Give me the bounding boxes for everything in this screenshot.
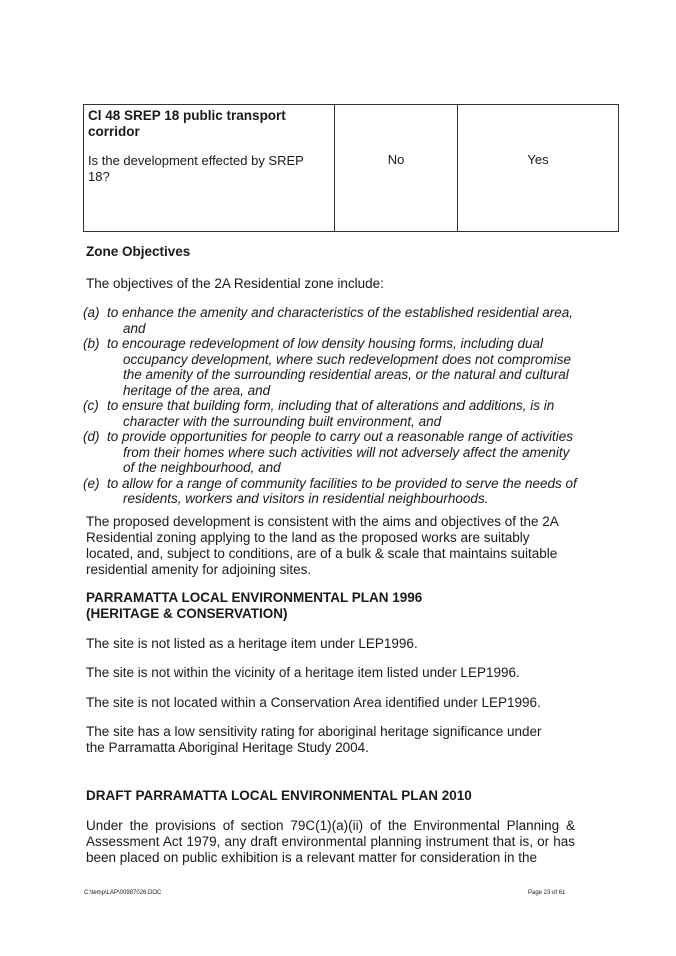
list-item <box>83 336 573 398</box>
srep-table <box>83 104 619 232</box>
item-rest: residents, workers and visitors in residential neighbourhoods. <box>123 491 489 506</box>
table-cell-no <box>335 105 458 232</box>
item-first-line: to ensure that building form, including that of alterations and additions, is in <box>107 398 555 413</box>
list-item <box>83 429 573 476</box>
lep1996-heading-line1: PARRAMATTA LOCAL ENVIRONMENTAL PLAN 1996 <box>86 590 423 605</box>
lep1996-p1: The site is not listed as a heritage item under LEP1996. <box>86 636 418 651</box>
item-label: (b) <box>83 336 100 351</box>
objectives-list <box>83 305 577 507</box>
table-question: Is the development effected by SREP 18? <box>88 153 304 184</box>
item-first-line: to enhance the amenity and characteristics of the established residential area, <box>107 305 574 320</box>
footer-page-number: Page 23 of 61 <box>528 890 566 896</box>
list-item <box>83 475 577 507</box>
answer-yes: Yes <box>527 152 549 167</box>
answer-no: No <box>387 152 405 167</box>
item-first-line: to provide opportunities for people to carry out a reasonable range of activities <box>107 429 574 444</box>
table-row <box>84 105 619 232</box>
footer-file-path: C:\temp\LAP\00987026.DOC <box>84 890 162 896</box>
item-rest: and <box>123 320 146 336</box>
item-first-line: to allow for a range of community facilities to be provided to serve the needs of <box>107 475 577 491</box>
table-cell-yes <box>458 105 619 232</box>
item-label: (c) <box>83 398 99 413</box>
list-item <box>83 398 573 429</box>
item-rest: from their homes where such activities will not adversely affect the amenity of the neighbourhood, and <box>123 444 570 475</box>
item-label: (e) <box>83 475 100 491</box>
lep1996-p3: The site is not located within a Conservation Area identified under LEP1996. <box>86 695 541 710</box>
zone-intro: The objectives of the 2A Residential zone include: <box>86 276 384 291</box>
lep1996-p2: The site is not within the vicinity of a heritage item listed under LEP1996. <box>86 665 520 680</box>
item-rest: occupancy development, where such redevelopment does not compromise the amenity of the surrounding residential areas, or the natural and cultural heritage of the area, and <box>123 351 571 398</box>
zone-objectives-heading: Zone Objectives <box>86 244 191 259</box>
lep1996-heading-line2: (HERITAGE & CONSERVATION) <box>86 606 288 621</box>
lep1996-p4: The site has a low sensitivity rating for aboriginal heritage significance under the Parramatta Aboriginal Heritage Study 2004. <box>86 724 542 755</box>
draft2010-p1: Under the provisions of section 79C(1)(a)(ii) of the Environmental Planning & Assessment Act 1979, any draft environmental planning instrument that is, or has been placed on public exhibition is a relevant matter for consideration in the <box>86 818 575 865</box>
item-label: (a) <box>83 305 100 320</box>
item-first-line: to encourage redevelopment of low density housing forms, including dual <box>107 336 544 351</box>
item-rest: character with the surrounding built environment, and <box>123 413 442 429</box>
table-cell-question <box>84 105 335 232</box>
draft2010-heading: DRAFT PARRAMATTA LOCAL ENVIRONMENTAL PLAN 2010 <box>86 788 472 803</box>
zone-conclusion: The proposed development is consistent with the aims and objectives of the 2A Residential zoning applying to the land as the proposed works are suitably located, and, subject to conditions, are of a bulk & scale that maintains suitable residential amenity for adjoining sites. <box>86 514 559 577</box>
table-heading: Cl 48 SREP 18 public transport corridor <box>88 108 286 139</box>
list-item <box>83 305 573 336</box>
item-label: (d) <box>83 429 100 444</box>
